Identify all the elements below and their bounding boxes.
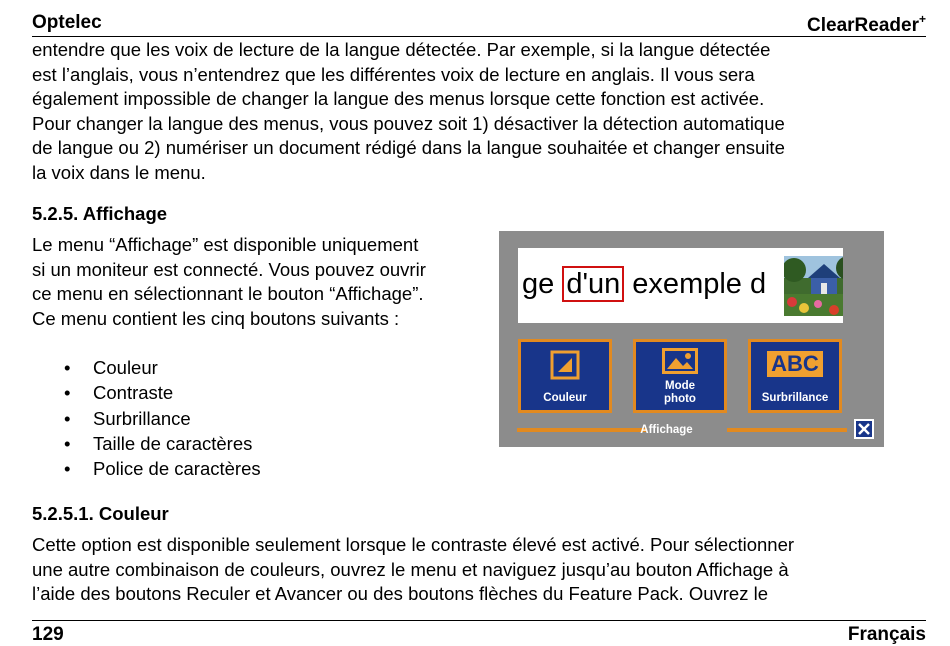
header-product-name: ClearReader (807, 15, 919, 36)
couleur-line: l’aide des boutons Reculer et Avancer ou des boutons flèches du Feature Pack. Ouvrez le (32, 583, 768, 604)
header-brand: Optelec (32, 12, 102, 33)
affichage-button-list (32, 355, 261, 481)
intro-line: de langue ou 2) numériser un document rédigé dans la langue souhaitée et changer ensuite (32, 137, 785, 158)
intro-line: également impossible de changer la langue des menus lorsque cette fonction est activée. (32, 88, 765, 109)
couleur-line: une autre combinaison de couleurs, ouvrez le menu et naviguez jusqu’au bouton Affichage à (32, 558, 789, 580)
page-number: 129 (32, 624, 64, 645)
list-item: • Contraste (32, 380, 261, 405)
affichage-line: ce menu en sélectionnant le bouton “Affichage”. (32, 283, 424, 304)
section-heading-couleur: 5.2.5.1. Couleur (32, 503, 169, 524)
abc-icon (751, 351, 839, 377)
couleur-button[interactable] (518, 339, 612, 413)
list-item: • Surbrillance (32, 406, 261, 431)
mode-photo-button-label: Mode photo (664, 380, 696, 405)
garden-photo-icon (784, 256, 843, 316)
intro-line: entendre que les voix de lecture de la langue détectée. Par exemple, si la langue détectée (32, 39, 771, 60)
mode-photo-button[interactable] (633, 339, 727, 413)
footer-language: Français (847, 624, 926, 645)
list-item: • Couleur (32, 355, 261, 380)
reading-text (522, 268, 766, 301)
affichage-menu-title: Affichage (640, 424, 693, 436)
couleur-line: Cette option est disponible seulement lorsque le contraste élevé est activé. Pour sélectionner (32, 534, 795, 555)
list-item: • Taille de caractères (32, 431, 261, 456)
color-square-icon (550, 350, 580, 380)
highlighted-word: d'un (562, 266, 624, 302)
affichage-line: Ce menu contient les cinq boutons suivants : (32, 307, 400, 329)
reading-text-after: exemple d (624, 268, 767, 300)
intro-line: est l’anglais, vous n’entendrez que les différentes voix de lecture en anglais. Il vous sera (32, 63, 755, 85)
photo-icon (662, 348, 698, 374)
affichage-line: si un moniteur est connecté. Vous pouvez ouvrir (32, 258, 426, 280)
couleur-paragraph (32, 533, 922, 607)
affichage-paragraph (32, 233, 492, 331)
surbrillance-button[interactable] (748, 339, 842, 413)
close-icon (856, 421, 872, 437)
intro-line: Pour changer la langue des menus, vous pouvez soit 1) désactiver la détection automatique (32, 112, 785, 134)
header-rule (32, 36, 926, 37)
footer-rule (32, 620, 926, 621)
couleur-button-label: Couleur (543, 392, 587, 404)
intro-line: la voix dans le menu. (32, 161, 206, 183)
reading-text-strip (518, 248, 843, 323)
affichage-menu-screenshot (499, 231, 884, 447)
surbrillance-button-label: Surbrillance (761, 392, 829, 404)
list-item: • Police de caractères (32, 456, 261, 481)
header-product-sup: + (918, 12, 926, 26)
affichage-line: Le menu “Affichage” est disponible uniquement (32, 234, 419, 255)
abc-icon-text: ABC (767, 351, 823, 377)
reading-text-before: ge (522, 268, 563, 300)
close-button[interactable] (854, 419, 874, 439)
header-product (807, 12, 926, 37)
section-heading-affichage: 5.2.5. Affichage (32, 203, 168, 224)
intro-paragraph (32, 38, 922, 185)
page-header (32, 10, 926, 36)
